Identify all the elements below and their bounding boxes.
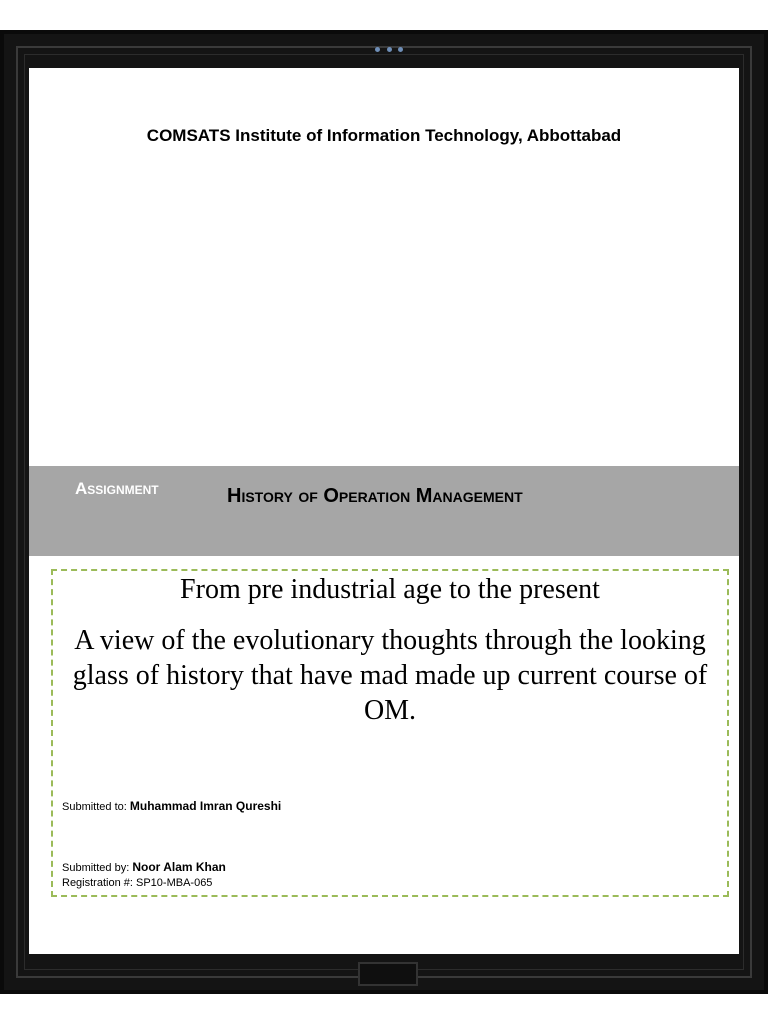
submitted-to-name: Muhammad Imran Qureshi [129, 799, 282, 813]
title-band [29, 466, 739, 556]
document-subtitle: From pre industrial age to the present [180, 574, 600, 605]
document-description: A view of the evolutionary thoughts through the looking glass of history that have mad made up current course of OM. [72, 625, 708, 726]
submitted-by [62, 860, 226, 874]
document-title: History of Operation Management [227, 485, 523, 507]
cover-page [29, 68, 739, 954]
registration [62, 877, 212, 889]
ornament-dot [398, 47, 403, 52]
registration-label: Registration #: [62, 877, 133, 889]
ornament-dot [375, 47, 380, 52]
submitted-by-label: Submitted by: [62, 862, 130, 874]
submitted-by-name: Noor Alam Khan [132, 860, 226, 874]
submitted-to-label: Submitted to: [62, 801, 127, 813]
frame-ornament-dots [375, 47, 403, 53]
frame-bottom-tab [358, 962, 418, 986]
content-box [51, 569, 729, 897]
institute-name: COMSATS Institute of Information Technology, Abbottabad [146, 126, 622, 145]
submitted-to [62, 799, 281, 813]
ornament-dot [387, 47, 392, 52]
assignment-label: Assignment [75, 479, 159, 498]
registration-value: SP10-MBA-065 [136, 877, 213, 889]
